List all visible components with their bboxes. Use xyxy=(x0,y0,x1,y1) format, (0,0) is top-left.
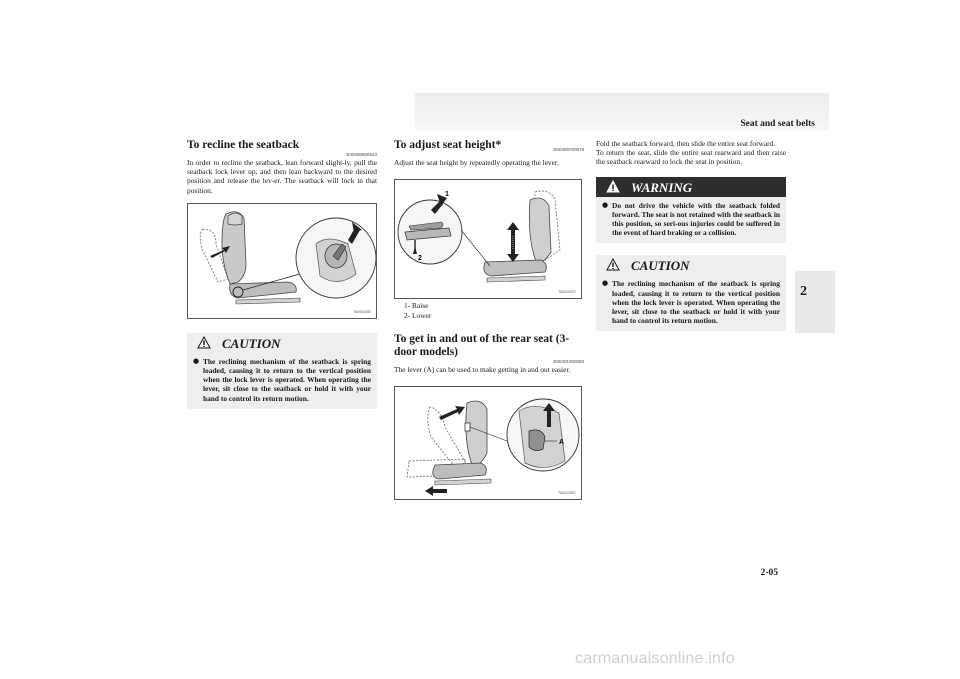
section3-code: E00401000060 xyxy=(553,359,584,365)
section1-title: To recline the seatback xyxy=(187,139,300,151)
bullet-dot-icon: ● xyxy=(193,356,200,365)
warning-box-title: WARNING xyxy=(631,179,693,195)
figure-rear-access xyxy=(394,386,582,500)
section2-heading-row xyxy=(394,139,584,152)
warning-triangle-icon xyxy=(606,180,620,193)
section3-body: The lever (A) can be used to make getting in and out easier. xyxy=(394,365,571,375)
caution-box-1-title-bar xyxy=(187,333,377,353)
rear-access-illustration xyxy=(395,387,581,499)
caution-box-1 xyxy=(187,333,377,409)
column-right xyxy=(596,139,786,331)
legend-item-raise: 1- Raise xyxy=(404,301,429,311)
section2-body: Adjust the seat height by repeatedly operating the lever. xyxy=(394,158,559,167)
section3-heading-row xyxy=(394,333,584,365)
figure-recline-seat xyxy=(187,203,377,319)
caution-box-2-title-bar xyxy=(596,255,786,275)
page-number: 2-05 xyxy=(760,568,778,578)
warning-triangle-icon xyxy=(606,258,620,271)
section3-title: To get in and out of the rear seat (3-door models) xyxy=(394,333,570,359)
height-legend xyxy=(394,301,584,320)
caution-box-1-title: CAUTION xyxy=(222,335,281,351)
section1-heading-row xyxy=(187,139,377,157)
warning-box xyxy=(596,177,786,244)
bullet-dot-icon: ● xyxy=(602,200,609,209)
warning-box-text: Do not drive the vehicle with the seatback folded forward. The seat is not retained with the seatback in this position, so seri-ous injuries could be suffered in the event of hard braking or a collision. xyxy=(612,200,780,238)
section-header-title: Seat and seat belts xyxy=(740,119,815,129)
caution-box-2-title: CAUTION xyxy=(631,258,690,274)
caution-box-2 xyxy=(596,255,786,331)
section3-continued-body: Fold the seatback forward, then slide the entire seat forward. To return the seat, slide the entire seat rearward and then raise the seatback rearward to lock the seat in position. xyxy=(596,139,786,167)
callout-2: 2 xyxy=(418,255,422,263)
section2-title: To adjust seat height* xyxy=(394,139,502,151)
seat-height-illustration xyxy=(395,180,581,298)
column-middle xyxy=(394,139,584,500)
section1-body: In order to recline the seatback, lean forward slight-ly, pull the seatback lock lever up, and then lean backward to the desired position and release the lev-er. The seatback will lock in that position. xyxy=(187,158,377,195)
watermark: carmanualsonline.info xyxy=(575,650,735,667)
recline-seat-illustration xyxy=(188,204,376,318)
bullet-dot-icon: ● xyxy=(602,279,609,288)
warning-triangle-icon xyxy=(197,336,211,349)
callout-a: A xyxy=(559,438,565,446)
figure-recline-code: TA0004380 xyxy=(353,309,371,314)
caution-box-2-text: The reclining mechanism of the seatback is spring loaded, causing it to return to the vertical position when the lock lever is operated. When operating the lever, sit close to the seatback or hold it with your hand to control its return motion. xyxy=(612,279,780,326)
section1-code: E00400600623 xyxy=(346,152,377,157)
figure-seat-height xyxy=(394,179,582,299)
callout-1: 1 xyxy=(445,191,449,199)
column-left xyxy=(187,139,377,409)
warning-box-item xyxy=(596,197,786,238)
caution-box-1-item xyxy=(187,353,377,403)
caution-box-1-text: The reclining mechanism of the seatback is spring loaded, causing it to return to the vertical position when the lock lever is operated. When operating the lever, sit close to the seatback or hold it with your hand to control its return motion. xyxy=(203,356,371,403)
section2-code: E00400700578 xyxy=(553,147,584,152)
chapter-tab xyxy=(795,271,835,333)
figure-height-code: TA0019937 xyxy=(558,290,576,295)
warning-box-title-bar xyxy=(596,177,786,197)
legend-item-lower: 2- Lower xyxy=(404,310,432,320)
figure-rear-code: TA0012857 xyxy=(558,490,576,495)
chapter-tab-number: 2 xyxy=(800,284,807,299)
caution-box-2-item xyxy=(596,275,786,325)
